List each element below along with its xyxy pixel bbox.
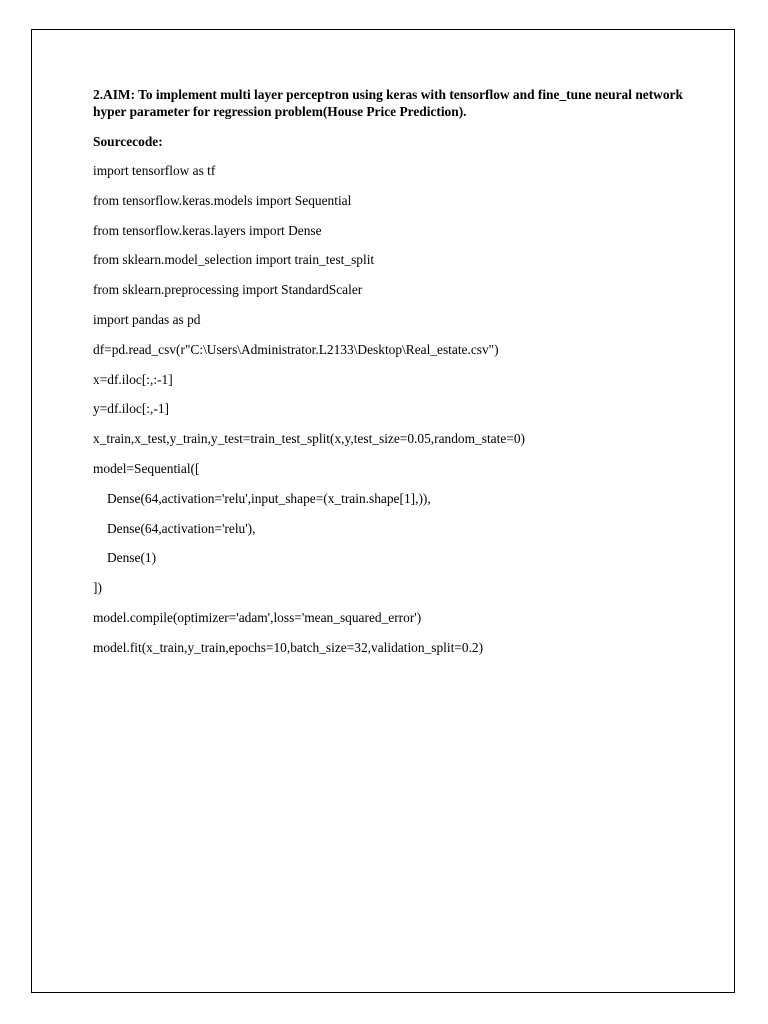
- code-line: x_train,x_test,y_train,y_test=train_test_split(x,y,test_size=0.05,random_state=0): [93, 431, 525, 447]
- code-line: x=df.iloc[:,:-1]: [93, 371, 173, 387]
- code-line: from tensorflow.keras.models import Sequential: [93, 192, 352, 208]
- code-line: Dense(1): [107, 550, 157, 566]
- aim-statement: 2.AIM: To implement multi layer perceptron using keras with tensorflow and fine_tune neural network hyper parameter for regression problem(House Price Prediction).: [93, 87, 683, 119]
- code-line: from sklearn.preprocessing import StandardScaler: [93, 282, 363, 298]
- code-line: Dense(64,activation='relu',input_shape=(x_train.shape[1],)),: [107, 490, 431, 506]
- code-line: model.compile(optimizer='adam',loss='mean_squared_error'): [93, 609, 422, 625]
- code-line: model=Sequential([: [93, 460, 200, 476]
- sourcecode-heading: Sourcecode:: [93, 134, 163, 149]
- code-line: model.fit(x_train,y_train,epochs=10,batch_size=32,validation_split=0.2): [93, 639, 484, 655]
- code-line: import pandas as pd: [93, 311, 201, 327]
- document-body: [93, 87, 693, 670]
- code-line: ]): [93, 580, 102, 596]
- code-line: import tensorflow as tf: [93, 163, 216, 178]
- code-line: Dense(64,activation='relu'),: [107, 520, 256, 536]
- code-line: from tensorflow.keras.layers import Dense: [93, 222, 322, 238]
- code-line: from sklearn.model_selection import train_test_split: [93, 252, 375, 268]
- code-line: df=pd.read_csv(r"C:\Users\Administrator.L2133\Desktop\Real_estate.csv"): [93, 341, 499, 357]
- code-line: y=df.iloc[:,-1]: [93, 401, 169, 417]
- code-listing: [93, 163, 693, 670]
